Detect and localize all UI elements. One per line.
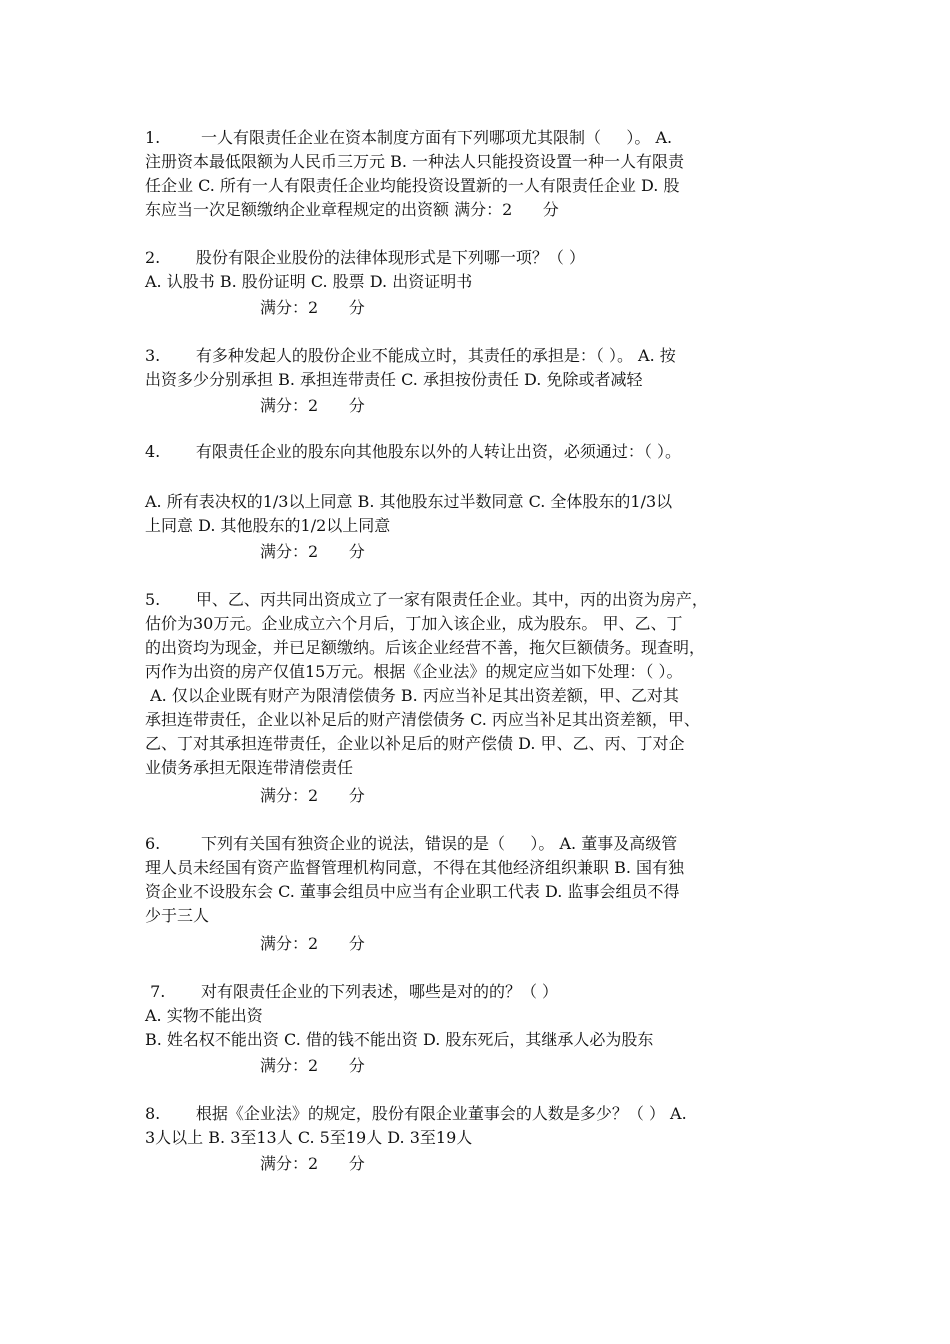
question-4-line-4: 上同意 D. 其他股东的1/2以上同意: [145, 516, 391, 535]
question-1-line-3: 任企业 C. 所有一人有限责任企业均能投资设置新的一人有限责任企业 D. 股: [145, 176, 680, 195]
question-6-line-4: 少于三人: [145, 906, 210, 925]
question-1-line-2: 注册资本最低限额为人民币三万元 B. 一种法人只能投资设置一种一人有限责: [145, 152, 685, 171]
question-8-line-1: 8. 根据《企业法》的规定，股份有限企业董事会的人数是多少？（ ） A.: [145, 1104, 687, 1123]
question-5-line-4: 丙作为出资的房产仅值15万元。根据《企业法》的规定应当如下处理：（ ）。: [145, 662, 683, 681]
question-5-line-2: 估价为30万元。企业成立六个月后，丁加入该企业，成为股东。 甲、乙、丁: [145, 614, 683, 633]
question-2-line-2: A. 认股书 B. 股份证明 C. 股票 D. 出资证明书: [145, 272, 473, 291]
question-3-score: 满分：2 分: [260, 396, 365, 415]
question-3-line-2: 出资多少分别承担 B. 承担连带责任 C. 承担按份责任 D. 免除或者减轻: [145, 370, 643, 389]
question-7-score: 满分：2 分: [260, 1056, 365, 1075]
question-6-score: 满分：2 分: [260, 934, 365, 953]
question-5-line-7: 乙、丁对其承担连带责任，企业以补足后的财产偿债 D. 甲、乙、丙、丁对企: [145, 734, 685, 753]
question-1-line-4: 东应当一次足额缴纳企业章程规定的出资额 满分：2 分: [145, 200, 559, 219]
question-4-line-1: 4. 有限责任企业的股东向其他股东以外的人转让出资，必须通过：（ ）。: [145, 442, 681, 461]
question-6-line-3: 资企业不设股东会 C. 董事会组员中应当有企业职工代表 D. 监事会组员不得: [145, 882, 680, 901]
question-1-line-1: 1. 一人有限责任企业在资本制度方面有下列哪项尤其限制（ ）。 A.: [145, 128, 673, 147]
question-7-line-2: A. 实物不能出资: [145, 1006, 263, 1025]
question-5-line-3: 的出资均为现金，并已足额缴纳。后该企业经营不善，拖欠巨额债务。现查明，: [145, 638, 706, 657]
question-5-score: 满分：2 分: [260, 786, 365, 805]
question-3-line-1: 3. 有多种发起人的股份企业不能成立时，其责任的承担是：（ ）。 A. 按: [145, 346, 676, 365]
question-5-line-1: 5. 甲、乙、丙共同出资成立了一家有限责任企业。其中，丙的出资为房产，: [145, 590, 708, 609]
question-5-line-5: A. 仅以企业既有财产为限清偿债务 B. 丙应当补足其出资差额，甲、乙对其: [145, 686, 679, 705]
question-2-score: 满分：2 分: [260, 298, 365, 317]
question-7-line-1: 7. 对有限责任企业的下列表述，哪些是对的的？（ ）: [145, 982, 559, 1001]
question-7-line-3: B. 姓名权不能出资 C. 借的钱不能出资 D. 股东死后，其继承人必为股东: [145, 1030, 654, 1049]
question-5-line-8: 业债务承担无限连带清偿责任: [145, 758, 354, 777]
question-6-line-1: 6. 下列有关国有独资企业的说法，错误的是（ ）。 A. 董事及高级管: [145, 834, 678, 853]
question-4-line-3: A. 所有表决权的1/3以上同意 B. 其他股东过半数同意 C. 全体股东的1/3以: [145, 492, 673, 511]
question-6-line-2: 理人员未经国有资产监督管理机构同意，不得在其他经济组织兼职 B. 国有独: [145, 858, 685, 877]
question-8-line-2: 3人以上 B. 3至13人 C. 5至19人 D. 3至19人: [145, 1128, 473, 1147]
question-2-line-1: 2. 股份有限企业股份的法律体现形式是下列哪一项？（ ）: [145, 248, 585, 267]
question-8-score: 满分：2 分: [260, 1154, 365, 1173]
question-5-line-6: 承担连带责任，企业以补足后的财产清偿债务 C. 丙应当补足其出资差额，甲、: [145, 710, 700, 729]
question-4-score: 满分：2 分: [260, 542, 365, 561]
